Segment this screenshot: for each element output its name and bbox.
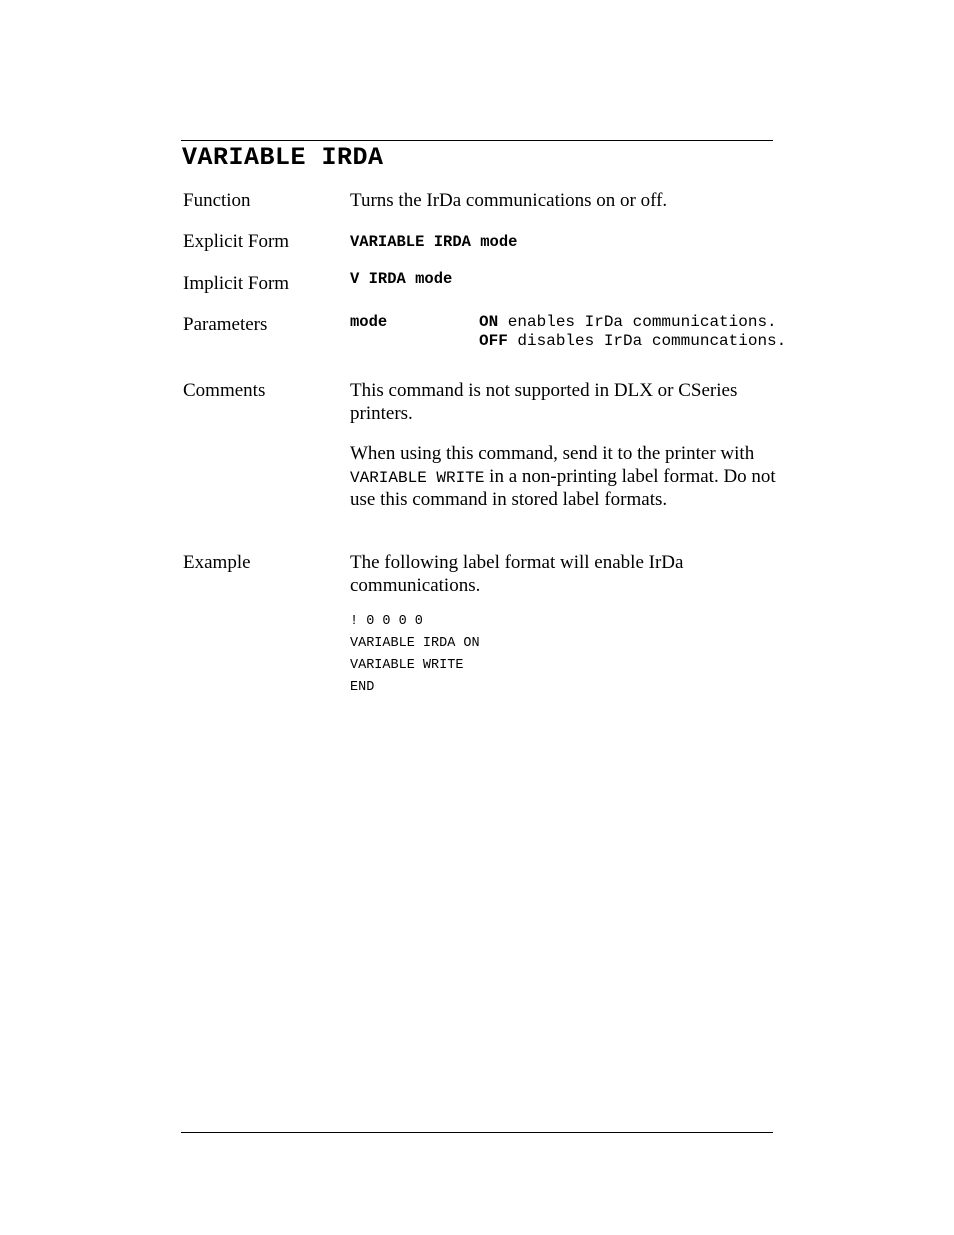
parameter-name: mode [350, 313, 388, 331]
example-text: The following label format will enable IrDa communications. [350, 552, 684, 596]
comments-p2-end: in a non-printing label format. Do not use this command in stored label formats. [350, 465, 776, 510]
off-keyword: OFF [479, 332, 508, 350]
parameter-desc-part2: disables IrDa communcations. [507, 332, 787, 350]
label-comments: Comments [183, 380, 266, 401]
code-line: END [350, 680, 375, 695]
on-keyword: ON [479, 313, 499, 331]
implicit-form-code: V IRDA mode [350, 270, 453, 288]
label-implicit-form: Implicit Form [183, 273, 290, 294]
label-function: Function [183, 190, 251, 211]
explicit-form-code: VARIABLE IRDA mode [350, 233, 518, 251]
function-text: Turns the IrDa communications on or off. [350, 190, 668, 211]
top-rule [181, 140, 773, 141]
comments-p2-start: When using this command, send it to the printer with [350, 443, 755, 464]
code-line: ! 0 0 0 0 [350, 614, 423, 629]
label-example: Example [183, 552, 251, 573]
parameter-description [479, 313, 789, 351]
comments-paragraph-1: This command is not supported in DLX or CSeries printers. [350, 380, 738, 424]
code-line: VARIABLE IRDA ON [350, 636, 480, 651]
label-explicit-form: Explicit Form [183, 231, 290, 252]
bottom-rule [181, 1132, 773, 1133]
label-parameters: Parameters [183, 314, 268, 335]
page-title: VARIABLE IRDA [182, 143, 384, 172]
code-line: VARIABLE WRITE [350, 658, 464, 673]
comments-paragraph-2 [350, 443, 780, 512]
parameter-desc-part1: enables IrDa communications. [498, 313, 777, 331]
inline-code-variable-write: VARIABLE WRITE [350, 468, 485, 487]
